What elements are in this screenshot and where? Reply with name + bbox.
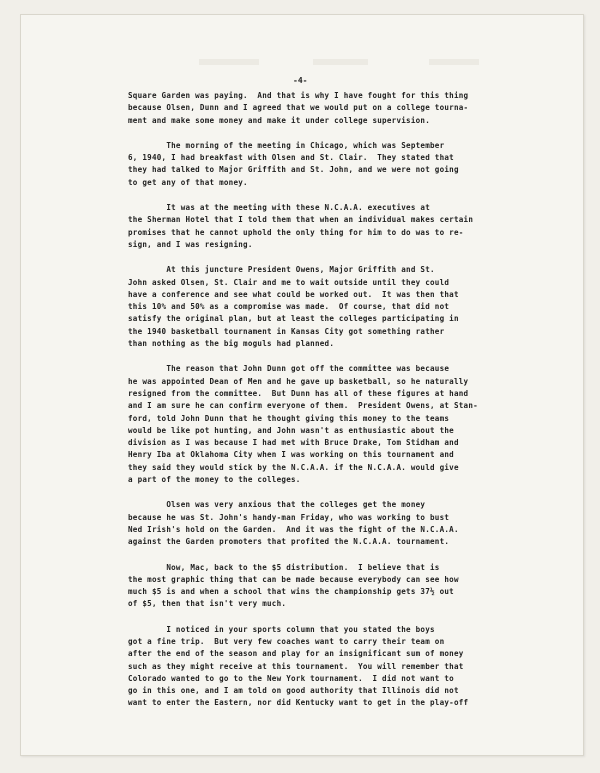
text-line: he was appointed Dean of Men and he gave up basketball, so he naturally bbox=[128, 376, 469, 386]
text-line: the most graphic thing that can be made because everybody can see how bbox=[128, 574, 459, 584]
text-line: they had talked to Major Griffith and St. John, and we were not going bbox=[128, 165, 459, 175]
text-line: sign, and I was resigning. bbox=[128, 239, 253, 249]
bleed-through-mark bbox=[313, 59, 368, 65]
paragraph bbox=[128, 624, 546, 710]
text-line: after the end of the season and play for an insignificant sum of money bbox=[128, 649, 464, 659]
text-line: The reason that John Dunn got off the committee was because bbox=[128, 364, 450, 374]
text-line: resigned from the committee. But Dunn has all of these figures at hand bbox=[128, 388, 469, 398]
text-line: John asked Olsen, St. Clair and me to wait outside until they could bbox=[128, 277, 450, 287]
text-line: go in this one, and I am told on good authority that Illinois did not bbox=[128, 686, 459, 696]
paragraph bbox=[128, 363, 546, 486]
text-line: would be like pot hunting, and John wasn't as enthusiastic about the bbox=[128, 425, 454, 435]
text-line: promises that he cannot uphold the only thing for him to do was to re- bbox=[128, 227, 464, 237]
paragraph bbox=[128, 140, 546, 189]
text-line: to get any of that money. bbox=[128, 177, 248, 187]
text-line: satisfy the original plan, but at least the colleges participating in bbox=[128, 314, 459, 324]
paragraph bbox=[128, 562, 546, 611]
text-line: Ned Irish's hold on the Garden. And it was the fight of the N.C.A.A. bbox=[128, 524, 459, 534]
paragraph bbox=[128, 202, 546, 251]
text-line: division as I was because I had met with Bruce Drake, Tom Stidham and bbox=[128, 438, 459, 448]
text-line: Olsen was very anxious that the colleges get the money bbox=[128, 500, 426, 510]
letter-body bbox=[128, 90, 546, 723]
text-line: this 10% and 50% as a compromise was made. Of course, that did not bbox=[128, 302, 450, 312]
text-line: I noticed in your sports column that you stated the boys bbox=[128, 624, 435, 634]
text-line: than nothing as the big moguls had planned. bbox=[128, 339, 335, 349]
text-line: want to enter the Eastern, nor did Kentucky want to get in the play-off bbox=[128, 698, 469, 708]
text-line: The morning of the meeting in Chicago, which was September bbox=[128, 140, 445, 150]
text-line: At this juncture President Owens, Major Griffith and St. bbox=[128, 265, 435, 275]
text-line: the 1940 basketball tournament in Kansas City got something rather bbox=[128, 326, 445, 336]
bleed-through-mark bbox=[199, 59, 259, 65]
text-line: they said they would stick by the N.C.A.A. if the N.C.A.A. would give bbox=[128, 462, 459, 472]
text-line: a part of the money to the colleges. bbox=[128, 475, 301, 485]
text-line: of $5, then that isn't very much. bbox=[128, 599, 287, 609]
text-line: Henry Iba at Oklahoma City when I was working on this tournament and bbox=[128, 450, 454, 460]
text-line: much $5 is and when a school that wins the championship gets 37½ out bbox=[128, 587, 454, 597]
text-line: got a fine trip. But very few coaches want to carry their team on bbox=[128, 636, 445, 646]
paragraph bbox=[128, 90, 546, 127]
text-line: 6, 1940, I had breakfast with Olsen and St. Clair. They stated that bbox=[128, 153, 454, 163]
text-line: and I am sure he can confirm everyone of them. President Owens, at Stan- bbox=[128, 401, 478, 411]
text-line: such as they might receive at this tournament. You will remember that bbox=[128, 661, 464, 671]
text-line: ment and make some money and make it under college supervision. bbox=[128, 115, 430, 125]
text-line: It was at the meeting with these N.C.A.A. executives at bbox=[128, 203, 430, 213]
text-line: Square Garden was paying. And that is why I have fought for this thing bbox=[128, 91, 469, 100]
bleed-through-mark bbox=[429, 59, 479, 65]
text-line: the Sherman Hotel that I told them that when an individual makes certain bbox=[128, 215, 474, 225]
text-line: have a conference and see what could be worked out. It was then that bbox=[128, 289, 459, 299]
text-line: ford, told John Dunn that he thought giving this money to the teams bbox=[128, 413, 450, 423]
text-line: Now, Mac, back to the $5 distribution. I believe that is bbox=[128, 562, 440, 572]
text-line: because Olsen, Dunn and I agreed that we would put on a college tourna- bbox=[128, 103, 469, 113]
paragraph bbox=[128, 264, 546, 350]
paragraph bbox=[128, 499, 546, 548]
text-line: Colorado wanted to go to the New York tournament. I did not want to bbox=[128, 673, 454, 683]
text-line: because he was St. John's handy-man Friday, who was working to bust bbox=[128, 512, 450, 522]
text-line: against the Garden promoters that profited the N.C.A.A. tournament. bbox=[128, 537, 450, 547]
page-number: -4- bbox=[293, 76, 308, 85]
